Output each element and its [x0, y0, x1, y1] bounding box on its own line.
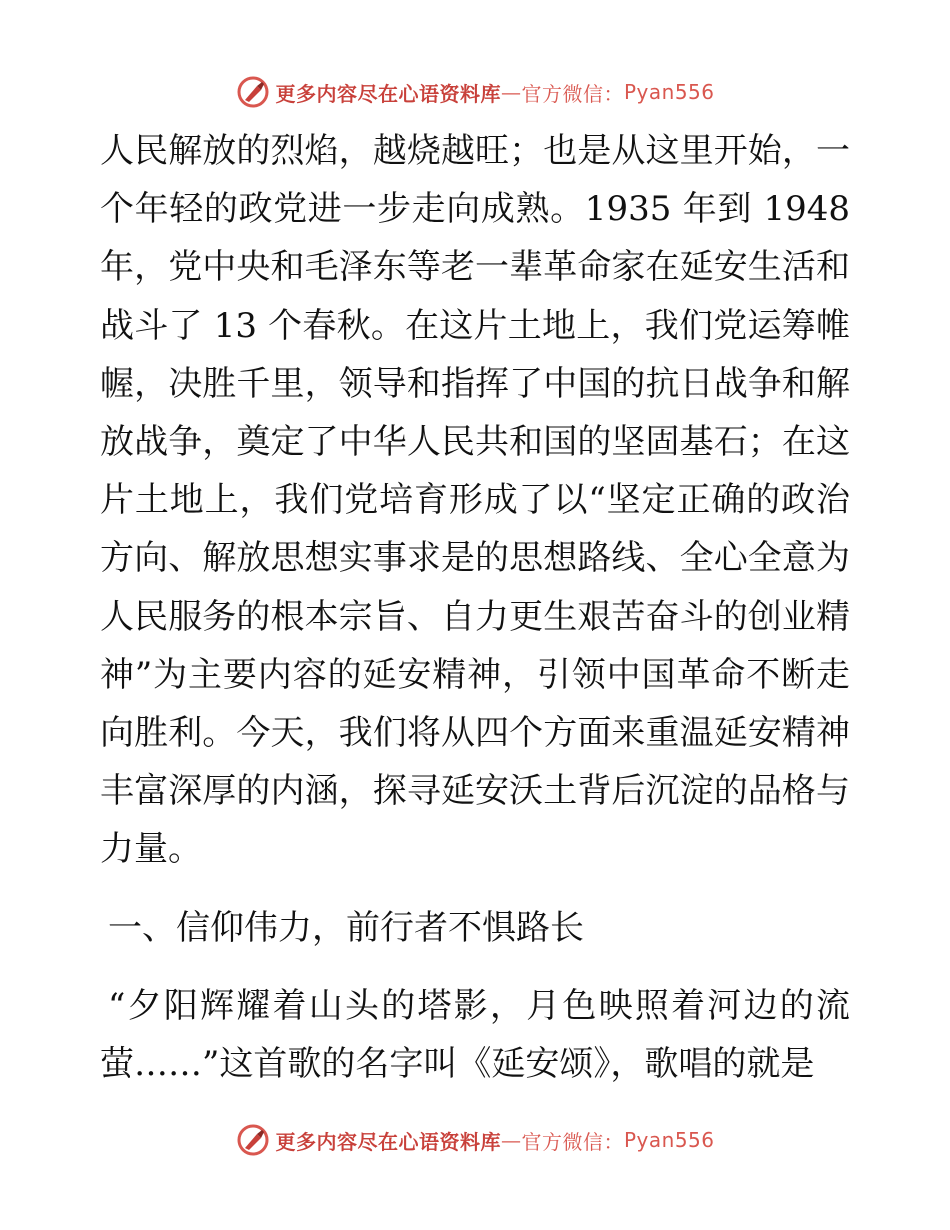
watermark-separator: —	[500, 80, 522, 104]
footer-watermark	[0, 1120, 950, 1160]
watermark-account: Pyan556	[623, 1128, 715, 1152]
watermark-brand: 更多内容尽在心语资料库	[275, 1129, 501, 1154]
watermark-separator: —	[500, 1128, 522, 1152]
section-heading: 一、信仰伟力，前行者不惧路长	[108, 907, 584, 948]
watermark-label: 官方微信：	[521, 1129, 624, 1154]
watermark-account: Pyan556	[623, 80, 715, 104]
document-body	[100, 122, 850, 1093]
paragraph: “夕阳辉耀着山头的塔影，月色映照着河边的流萤……”这首歌的名字叫《延安颂》，歌唱的就是	[100, 985, 850, 1085]
pen-nib-logo-icon	[235, 1122, 271, 1158]
pen-nib-logo-icon	[235, 74, 271, 110]
paragraph: 人民解放的烈焰，越烧越旺；也是从这里开始，一个年轻的政党进一步走向成熟。1935 年到 1948 年，党中央和毛泽东等老一辈革命家在延安生活和战斗了 13 个春秋。在这片土地上，我们党运筹帷幄，决胜千里，领导和指挥了中国的抗日战争和解放战争，奠定了中华人民共和国的坚固基石；在这片土地上，我们党培育形成了以“坚定正确的政治方向、解放思想实事求是的思想路线、全心全意为人民服务的根本宗旨、自力更生艰苦奋斗的创业精神”为主要内容的延安精神，引领中国革命不断走向胜利。今天，我们将从四个方面来重温延安精神丰富深厚的内涵，探寻延安沃土背后沉淀的品格与力量。	[100, 131, 850, 870]
watermark-brand: 更多内容尽在心语资料库	[275, 81, 501, 106]
header-watermark	[0, 72, 950, 112]
watermark-label: 官方微信：	[521, 81, 624, 106]
